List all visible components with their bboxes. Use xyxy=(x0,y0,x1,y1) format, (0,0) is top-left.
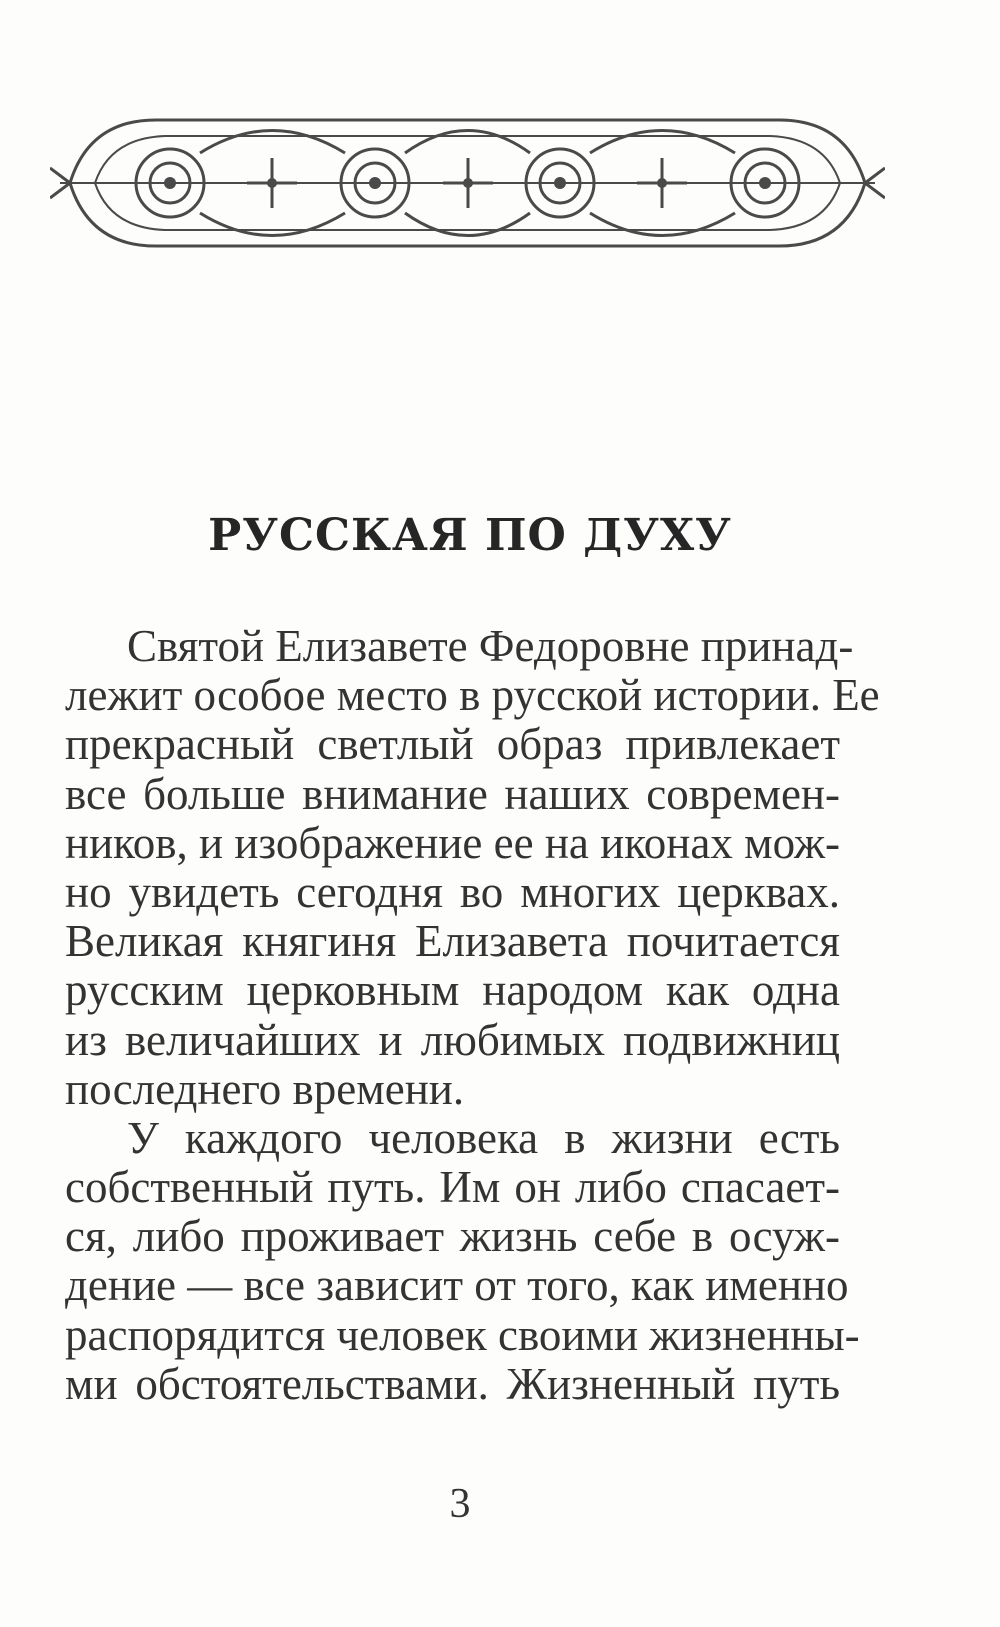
paragraph xyxy=(65,621,880,1114)
text-line: Святой Елизавете Федоровне принад- xyxy=(127,621,854,671)
ornamental-border-icon xyxy=(50,108,885,258)
text-line: прекрасный светлый образ привлекает xyxy=(65,719,840,770)
text-line: но увидеть сегодня во многих церквах. xyxy=(65,866,840,917)
text-line: дение — все зависит от того, как именно xyxy=(65,1260,849,1311)
text-line: все больше внимание наших современ- xyxy=(65,768,840,819)
text-line: из величайших и любимых подвижниц xyxy=(65,1014,840,1065)
text-line: ся, либо проживает жизнь себе в осуж- xyxy=(65,1211,840,1262)
paragraph xyxy=(65,1112,860,1409)
page-number: 3 xyxy=(449,1481,471,1527)
text-line: лежит особое место в русской истории. Ее xyxy=(65,670,880,721)
text-line: распорядится человек своими жизненны- xyxy=(65,1309,860,1360)
text-line: У каждого человека в жизни есть xyxy=(127,1112,840,1163)
text-line: русским церковным народом как одна xyxy=(65,965,840,1016)
text-line: ников, и изображение ее на иконах мож- xyxy=(65,817,841,868)
text-line: ми обстоятельствами. Жизненный путь xyxy=(65,1358,840,1409)
text-line: Великая княгиня Елизавета почитается xyxy=(65,916,840,967)
body-text xyxy=(65,621,880,1409)
chapter-title: РУССКАЯ ПО ДУХУ xyxy=(208,510,732,561)
text-line: собственный путь. Им он либо спасает- xyxy=(65,1162,840,1213)
text-line: последнего времени. xyxy=(65,1063,465,1114)
